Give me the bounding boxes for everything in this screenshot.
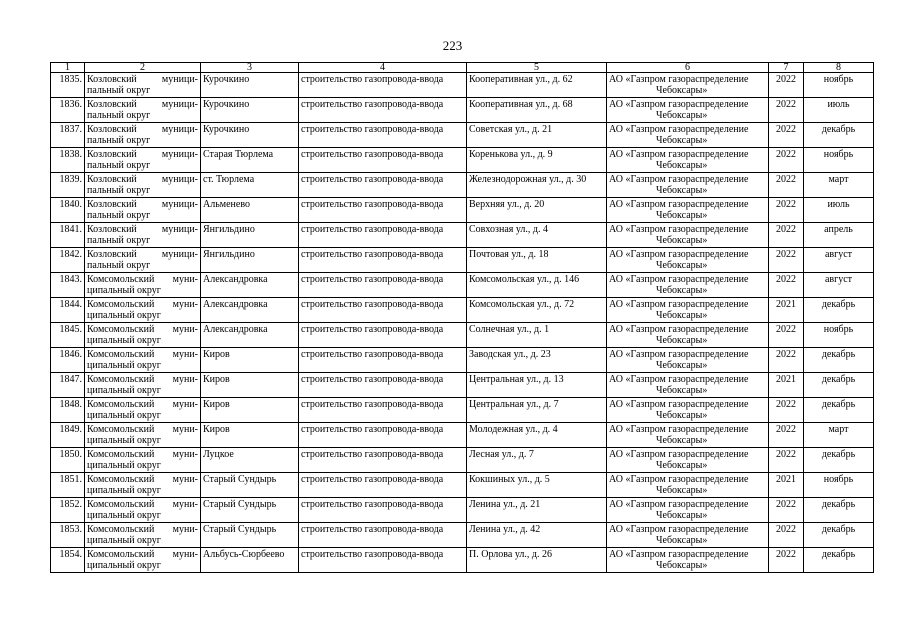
- month-cell: апрель: [804, 223, 874, 248]
- table-row: [51, 373, 874, 398]
- district-cell: [85, 98, 201, 123]
- table-row: [51, 448, 874, 473]
- company-cell: [607, 298, 769, 323]
- district-cell: [85, 198, 201, 223]
- settlement-cell: Александровка: [201, 298, 299, 323]
- company-line-2: Чебоксары»: [656, 360, 708, 371]
- work-type-cell: строительство газопровода-ввода: [299, 298, 467, 323]
- district-cell: [85, 273, 201, 298]
- company-cell: [607, 423, 769, 448]
- work-type-cell: строительство газопровода-ввода: [299, 223, 467, 248]
- work-type-cell: строительство газопровода-ввода: [299, 498, 467, 523]
- month-cell: ноябрь: [804, 473, 874, 498]
- address-cell: Кооперативная ул., д. 62: [467, 73, 607, 98]
- table-row: [51, 123, 874, 148]
- district-line-1: Козловский муници-: [87, 174, 198, 185]
- company-line-2: Чебоксары»: [656, 185, 708, 196]
- district-line-2: пальный округ: [87, 210, 151, 221]
- month-cell: декабрь: [804, 448, 874, 473]
- settlement-cell: ст. Тюрлема: [201, 173, 299, 198]
- company-line-2: Чебоксары»: [656, 235, 708, 246]
- district-line-1: Козловский муници-: [87, 224, 198, 235]
- district-line-1: Комсомольский муни-: [87, 424, 198, 435]
- district-cell: [85, 523, 201, 548]
- work-type-cell: строительство газопровода-ввода: [299, 473, 467, 498]
- settlement-cell: Киров: [201, 398, 299, 423]
- district-line-2: пальный округ: [87, 135, 151, 146]
- row-number: 1845.: [51, 323, 85, 348]
- company-line-1: АО «Газпром газораспределение: [609, 174, 749, 185]
- table-row: [51, 298, 874, 323]
- table-row: [51, 498, 874, 523]
- work-type-cell: строительство газопровода-ввода: [299, 248, 467, 273]
- year-cell: 2022: [769, 123, 804, 148]
- row-number: 1840.: [51, 198, 85, 223]
- district-cell: [85, 473, 201, 498]
- month-cell: ноябрь: [804, 148, 874, 173]
- district-line-2: ципальный округ: [87, 485, 161, 496]
- company-line-1: АО «Газпром газораспределение: [609, 299, 749, 310]
- work-type-cell: строительство газопровода-ввода: [299, 123, 467, 148]
- month-cell: декабрь: [804, 348, 874, 373]
- company-cell: [607, 223, 769, 248]
- district-line-2: ципальный округ: [87, 560, 161, 571]
- district-line-1: Комсомольский муни-: [87, 549, 198, 560]
- company-line-2: Чебоксары»: [656, 260, 708, 271]
- company-cell: [607, 73, 769, 98]
- month-cell: декабрь: [804, 498, 874, 523]
- district-line-2: ципальный округ: [87, 285, 161, 296]
- work-type-cell: строительство газопровода-ввода: [299, 98, 467, 123]
- company-line-2: Чебоксары»: [656, 410, 708, 421]
- work-type-cell: строительство газопровода-ввода: [299, 198, 467, 223]
- table-row: [51, 323, 874, 348]
- settlement-cell: Киров: [201, 423, 299, 448]
- row-number: 1853.: [51, 523, 85, 548]
- row-number: 1839.: [51, 173, 85, 198]
- district-line-1: Комсомольский муни-: [87, 449, 198, 460]
- row-number: 1835.: [51, 73, 85, 98]
- year-cell: 2022: [769, 548, 804, 573]
- year-cell: 2022: [769, 148, 804, 173]
- table-body: [51, 73, 874, 573]
- table-row: [51, 523, 874, 548]
- month-cell: декабрь: [804, 373, 874, 398]
- address-cell: П. Орлова ул., д. 26: [467, 548, 607, 573]
- company-line-2: Чебоксары»: [656, 110, 708, 121]
- month-cell: декабрь: [804, 298, 874, 323]
- settlement-cell: Киров: [201, 348, 299, 373]
- company-line-2: Чебоксары»: [656, 85, 708, 96]
- year-cell: 2022: [769, 273, 804, 298]
- company-cell: [607, 323, 769, 348]
- district-line-1: Комсомольский муни-: [87, 349, 198, 360]
- address-cell: Советская ул., д. 21: [467, 123, 607, 148]
- row-number: 1848.: [51, 398, 85, 423]
- table-row: [51, 73, 874, 98]
- column-header-2: 2: [85, 63, 201, 73]
- company-line-1: АО «Газпром газораспределение: [609, 224, 749, 235]
- column-header-4: 4: [299, 63, 467, 73]
- row-number: 1836.: [51, 98, 85, 123]
- address-cell: Кооперативная ул., д. 68: [467, 98, 607, 123]
- work-type-cell: строительство газопровода-ввода: [299, 398, 467, 423]
- company-line-1: АО «Газпром газораспределение: [609, 524, 749, 535]
- company-line-2: Чебоксары»: [656, 485, 708, 496]
- company-line-2: Чебоксары»: [656, 160, 708, 171]
- district-line-2: пальный округ: [87, 110, 151, 121]
- table-row: [51, 248, 874, 273]
- month-cell: ноябрь: [804, 73, 874, 98]
- district-line-2: ципальный округ: [87, 360, 161, 371]
- year-cell: 2022: [769, 223, 804, 248]
- month-cell: декабрь: [804, 398, 874, 423]
- address-cell: Кокшиных ул., д. 5: [467, 473, 607, 498]
- column-header-8: 8: [804, 63, 874, 73]
- district-line-2: пальный округ: [87, 235, 151, 246]
- table-row: [51, 198, 874, 223]
- district-cell: [85, 298, 201, 323]
- year-cell: 2022: [769, 423, 804, 448]
- district-cell: [85, 398, 201, 423]
- company-cell: [607, 198, 769, 223]
- company-line-2: Чебоксары»: [656, 435, 708, 446]
- table-row: [51, 223, 874, 248]
- row-number: 1850.: [51, 448, 85, 473]
- row-number: 1846.: [51, 348, 85, 373]
- district-cell: [85, 223, 201, 248]
- district-line-1: Козловский муници-: [87, 249, 198, 260]
- district-line-1: Козловский муници-: [87, 99, 198, 110]
- district-line-2: ципальный округ: [87, 335, 161, 346]
- month-cell: декабрь: [804, 548, 874, 573]
- column-number-header-row: [51, 63, 874, 73]
- company-line-1: АО «Газпром газораспределение: [609, 249, 749, 260]
- company-cell: [607, 373, 769, 398]
- row-number: 1841.: [51, 223, 85, 248]
- work-type-cell: строительство газопровода-ввода: [299, 73, 467, 98]
- district-cell: [85, 423, 201, 448]
- company-cell: [607, 273, 769, 298]
- row-number: 1843.: [51, 273, 85, 298]
- work-type-cell: строительство газопровода-ввода: [299, 173, 467, 198]
- year-cell: 2022: [769, 523, 804, 548]
- company-line-1: АО «Газпром газораспределение: [609, 324, 749, 335]
- address-cell: Комсомольская ул., д. 146: [467, 273, 607, 298]
- company-line-1: АО «Газпром газораспределение: [609, 549, 749, 560]
- address-cell: Заводская ул., д. 23: [467, 348, 607, 373]
- district-line-1: Козловский муници-: [87, 199, 198, 210]
- address-cell: Железнодорожная ул., д. 30: [467, 173, 607, 198]
- company-line-2: Чебоксары»: [656, 535, 708, 546]
- district-cell: [85, 348, 201, 373]
- row-number: 1847.: [51, 373, 85, 398]
- settlement-cell: Александровка: [201, 273, 299, 298]
- table-row: [51, 173, 874, 198]
- year-cell: 2022: [769, 173, 804, 198]
- district-cell: [85, 548, 201, 573]
- company-line-1: АО «Газпром газораспределение: [609, 424, 749, 435]
- district-line-2: пальный округ: [87, 185, 151, 196]
- district-cell: [85, 123, 201, 148]
- address-cell: Центральная ул., д. 7: [467, 398, 607, 423]
- settlement-cell: Луцкое: [201, 448, 299, 473]
- company-line-2: Чебоксары»: [656, 135, 708, 146]
- row-number: 1851.: [51, 473, 85, 498]
- address-cell: Ленина ул., д. 42: [467, 523, 607, 548]
- district-cell: [85, 323, 201, 348]
- district-line-2: пальный округ: [87, 260, 151, 271]
- work-type-cell: строительство газопровода-ввода: [299, 273, 467, 298]
- month-cell: март: [804, 423, 874, 448]
- address-cell: Верхняя ул., д. 20: [467, 198, 607, 223]
- settlement-cell: Старый Сундырь: [201, 523, 299, 548]
- month-cell: декабрь: [804, 523, 874, 548]
- settlement-cell: Курочкино: [201, 98, 299, 123]
- column-header-6: 6: [607, 63, 769, 73]
- row-number: 1854.: [51, 548, 85, 573]
- month-cell: июль: [804, 98, 874, 123]
- company-line-2: Чебоксары»: [656, 210, 708, 221]
- company-cell: [607, 523, 769, 548]
- year-cell: 2022: [769, 448, 804, 473]
- month-cell: ноябрь: [804, 323, 874, 348]
- company-line-1: АО «Газпром газораспределение: [609, 124, 749, 135]
- table-row: [51, 98, 874, 123]
- district-cell: [85, 373, 201, 398]
- district-cell: [85, 248, 201, 273]
- table-row: [51, 423, 874, 448]
- company-cell: [607, 448, 769, 473]
- company-line-1: АО «Газпром газораспределение: [609, 374, 749, 385]
- work-type-cell: строительство газопровода-ввода: [299, 348, 467, 373]
- address-cell: Кореньковa ул., д. 9: [467, 148, 607, 173]
- district-line-2: ципальный округ: [87, 435, 161, 446]
- district-line-1: Козловский муници-: [87, 149, 198, 160]
- address-cell: Центральная ул., д. 13: [467, 373, 607, 398]
- row-number: 1837.: [51, 123, 85, 148]
- company-line-1: АО «Газпром газораспределение: [609, 74, 749, 85]
- settlement-cell: Курочкино: [201, 73, 299, 98]
- address-cell: Почтовая ул., д. 18: [467, 248, 607, 273]
- work-type-cell: строительство газопровода-ввода: [299, 523, 467, 548]
- table-row: [51, 548, 874, 573]
- company-line-1: АО «Газпром газораспределение: [609, 149, 749, 160]
- district-line-1: Комсомольский муни-: [87, 324, 198, 335]
- month-cell: август: [804, 248, 874, 273]
- company-cell: [607, 548, 769, 573]
- year-cell: 2022: [769, 248, 804, 273]
- company-cell: [607, 173, 769, 198]
- settlement-cell: Киров: [201, 373, 299, 398]
- year-cell: 2021: [769, 373, 804, 398]
- company-cell: [607, 123, 769, 148]
- district-line-1: Комсомольский муни-: [87, 299, 198, 310]
- address-cell: Солнечная ул., д. 1: [467, 323, 607, 348]
- address-cell: Совхозная ул., д. 4: [467, 223, 607, 248]
- company-line-2: Чебоксары»: [656, 510, 708, 521]
- year-cell: 2021: [769, 298, 804, 323]
- district-cell: [85, 448, 201, 473]
- company-cell: [607, 98, 769, 123]
- work-type-cell: строительство газопровода-ввода: [299, 423, 467, 448]
- company-line-1: АО «Газпром газораспределение: [609, 399, 749, 410]
- settlement-cell: Александровка: [201, 323, 299, 348]
- company-line-2: Чебоксары»: [656, 335, 708, 346]
- year-cell: 2022: [769, 198, 804, 223]
- company-cell: [607, 148, 769, 173]
- work-type-cell: строительство газопровода-ввода: [299, 323, 467, 348]
- work-type-cell: строительство газопровода-ввода: [299, 548, 467, 573]
- year-cell: 2022: [769, 498, 804, 523]
- settlement-cell: Курочкино: [201, 123, 299, 148]
- district-cell: [85, 173, 201, 198]
- district-line-1: Комсомольский муни-: [87, 499, 198, 510]
- district-line-1: Комсомольский муни-: [87, 524, 198, 535]
- month-cell: март: [804, 173, 874, 198]
- district-line-2: ципальный округ: [87, 460, 161, 471]
- table-row: [51, 148, 874, 173]
- column-header-3: 3: [201, 63, 299, 73]
- company-cell: [607, 473, 769, 498]
- page-number: 223: [442, 38, 463, 53]
- column-header-7: 7: [769, 63, 804, 73]
- district-line-2: пальный округ: [87, 85, 151, 96]
- company-line-1: АО «Газпром газораспределение: [609, 474, 749, 485]
- work-type-cell: строительство газопровода-ввода: [299, 148, 467, 173]
- month-cell: август: [804, 273, 874, 298]
- address-cell: Лесная ул., д. 7: [467, 448, 607, 473]
- address-cell: Ленина ул., д. 21: [467, 498, 607, 523]
- company-line-1: АО «Газпром газораспределение: [609, 499, 749, 510]
- company-cell: [607, 348, 769, 373]
- work-type-cell: строительство газопровода-ввода: [299, 373, 467, 398]
- district-cell: [85, 498, 201, 523]
- settlement-cell: Старая Тюрлема: [201, 148, 299, 173]
- settlement-cell: Альменево: [201, 198, 299, 223]
- year-cell: 2021: [769, 473, 804, 498]
- row-number: 1849.: [51, 423, 85, 448]
- settlement-cell: Старый Сундырь: [201, 473, 299, 498]
- district-line-2: ципальный округ: [87, 410, 161, 421]
- year-cell: 2022: [769, 398, 804, 423]
- work-type-cell: строительство газопровода-ввода: [299, 448, 467, 473]
- month-cell: июль: [804, 198, 874, 223]
- district-line-1: Комсомольский муни-: [87, 374, 198, 385]
- table-row: [51, 273, 874, 298]
- month-cell: декабрь: [804, 123, 874, 148]
- district-line-1: Комсомольский муни-: [87, 274, 198, 285]
- settlement-cell: Янгильдино: [201, 248, 299, 273]
- table-row: [51, 348, 874, 373]
- district-line-1: Комсомольский муни-: [87, 474, 198, 485]
- company-line-2: Чебоксары»: [656, 460, 708, 471]
- district-line-1: Комсомольский муни-: [87, 399, 198, 410]
- company-line-1: АО «Газпром газораспределение: [609, 199, 749, 210]
- district-cell: [85, 148, 201, 173]
- row-number: 1838.: [51, 148, 85, 173]
- gas-connection-table: [50, 62, 874, 573]
- address-cell: Молодежная ул., д. 4: [467, 423, 607, 448]
- company-cell: [607, 398, 769, 423]
- district-line-2: ципальный округ: [87, 535, 161, 546]
- settlement-cell: Альбусь-Сюрбеево: [201, 548, 299, 573]
- company-line-1: АО «Газпром газораспределение: [609, 449, 749, 460]
- settlement-cell: Старый Сундырь: [201, 498, 299, 523]
- district-line-2: пальный округ: [87, 160, 151, 171]
- table-row: [51, 473, 874, 498]
- company-line-2: Чебоксары»: [656, 560, 708, 571]
- settlement-cell: Янгильдино: [201, 223, 299, 248]
- company-line-1: АО «Газпром газораспределение: [609, 99, 749, 110]
- district-line-1: Козловский муници-: [87, 74, 198, 85]
- company-line-1: АО «Газпром газораспределение: [609, 349, 749, 360]
- row-number: 1852.: [51, 498, 85, 523]
- year-cell: 2022: [769, 73, 804, 98]
- company-line-2: Чебоксары»: [656, 385, 708, 396]
- district-line-1: Козловский муници-: [87, 124, 198, 135]
- company-cell: [607, 248, 769, 273]
- table-row: [51, 398, 874, 423]
- row-number: 1842.: [51, 248, 85, 273]
- row-number: 1844.: [51, 298, 85, 323]
- column-header-5: 5: [467, 63, 607, 73]
- district-line-2: ципальный округ: [87, 510, 161, 521]
- column-header-1: 1: [51, 63, 85, 73]
- company-cell: [607, 498, 769, 523]
- district-line-2: ципальный округ: [87, 385, 161, 396]
- year-cell: 2022: [769, 98, 804, 123]
- district-cell: [85, 73, 201, 98]
- district-line-2: ципальный округ: [87, 310, 161, 321]
- address-cell: Комсомольская ул., д. 72: [467, 298, 607, 323]
- company-line-1: АО «Газпром газораспределение: [609, 274, 749, 285]
- year-cell: 2022: [769, 348, 804, 373]
- company-line-2: Чебоксары»: [656, 310, 708, 321]
- year-cell: 2022: [769, 323, 804, 348]
- company-line-2: Чебоксары»: [656, 285, 708, 296]
